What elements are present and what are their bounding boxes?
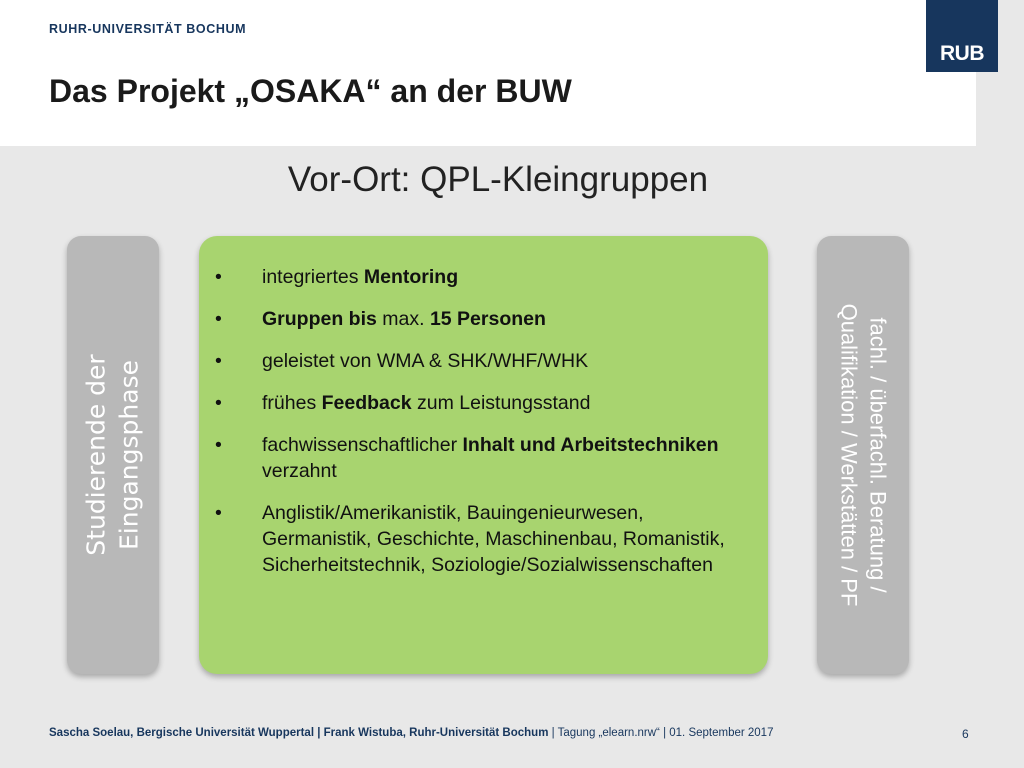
- bullet-text: integriertes Mentoring: [262, 266, 459, 288]
- students-label-line-2: Eingangsphase: [115, 360, 144, 550]
- bullet-icon: •: [215, 502, 222, 524]
- counseling-box: [817, 236, 909, 674]
- footer-event: | Tagung „elearn.nrw“ | 01. September 2017: [548, 727, 774, 739]
- slide-subtitle: Vor-Ort: QPL-Kleingruppen: [287, 160, 709, 199]
- bullet-icon: •: [215, 350, 222, 372]
- bullet-text: Gruppen bis max. 15 Personen: [262, 308, 546, 330]
- bullet-text: frühes Feedback zum Leistungsstand: [262, 392, 591, 414]
- university-name: RUHR-UNIVERSITÄT BOCHUM: [49, 22, 247, 36]
- bullet-item: [209, 500, 748, 578]
- bullet-item: [209, 306, 748, 332]
- bullet-icon: •: [215, 434, 222, 456]
- page-number: 6: [962, 727, 969, 741]
- students-label: [80, 354, 146, 555]
- counseling-label: [834, 304, 892, 607]
- students-label-line-1: Studierende der: [82, 354, 111, 556]
- bullet-item: [209, 432, 748, 484]
- bullet-item: [209, 390, 748, 416]
- counseling-label-line-1: fachl. / überfachl. Beratung /: [865, 317, 891, 593]
- students-box: [67, 236, 159, 674]
- bullet-icon: •: [215, 392, 222, 414]
- bullet-icon: •: [215, 308, 222, 330]
- bullet-text: Anglistik/Amerikanistik, Bauingenieurwesen, Germanistik, Geschichte, Maschinenbau, Romanistik, Sicherheitstechnik, Soziologie/Sozialwissenschaften: [262, 502, 725, 576]
- counseling-label-line-2: Qualifikation / Werkstätten / PF: [836, 303, 862, 607]
- bullet-item: [209, 264, 748, 290]
- bullet-list: [209, 264, 748, 578]
- slide-title: Das Projekt „OSAKA“ an der BUW: [49, 73, 572, 109]
- footer: [49, 727, 773, 739]
- qpl-groups-box: [199, 236, 768, 674]
- bullet-text: geleistet von WMA & SHK/WHF/WHK: [262, 350, 589, 372]
- footer-authors: Sascha Soelau, Bergische Universität Wuppertal | Frank Wistuba, Ruhr-Universität Bochum: [49, 727, 549, 739]
- bullet-icon: •: [215, 266, 222, 288]
- bullet-text: fachwissenschaftlicher Inhalt und Arbeitstechniken verzahnt: [262, 434, 719, 482]
- bullet-item: [209, 348, 748, 374]
- rub-logo: RUB: [926, 0, 998, 72]
